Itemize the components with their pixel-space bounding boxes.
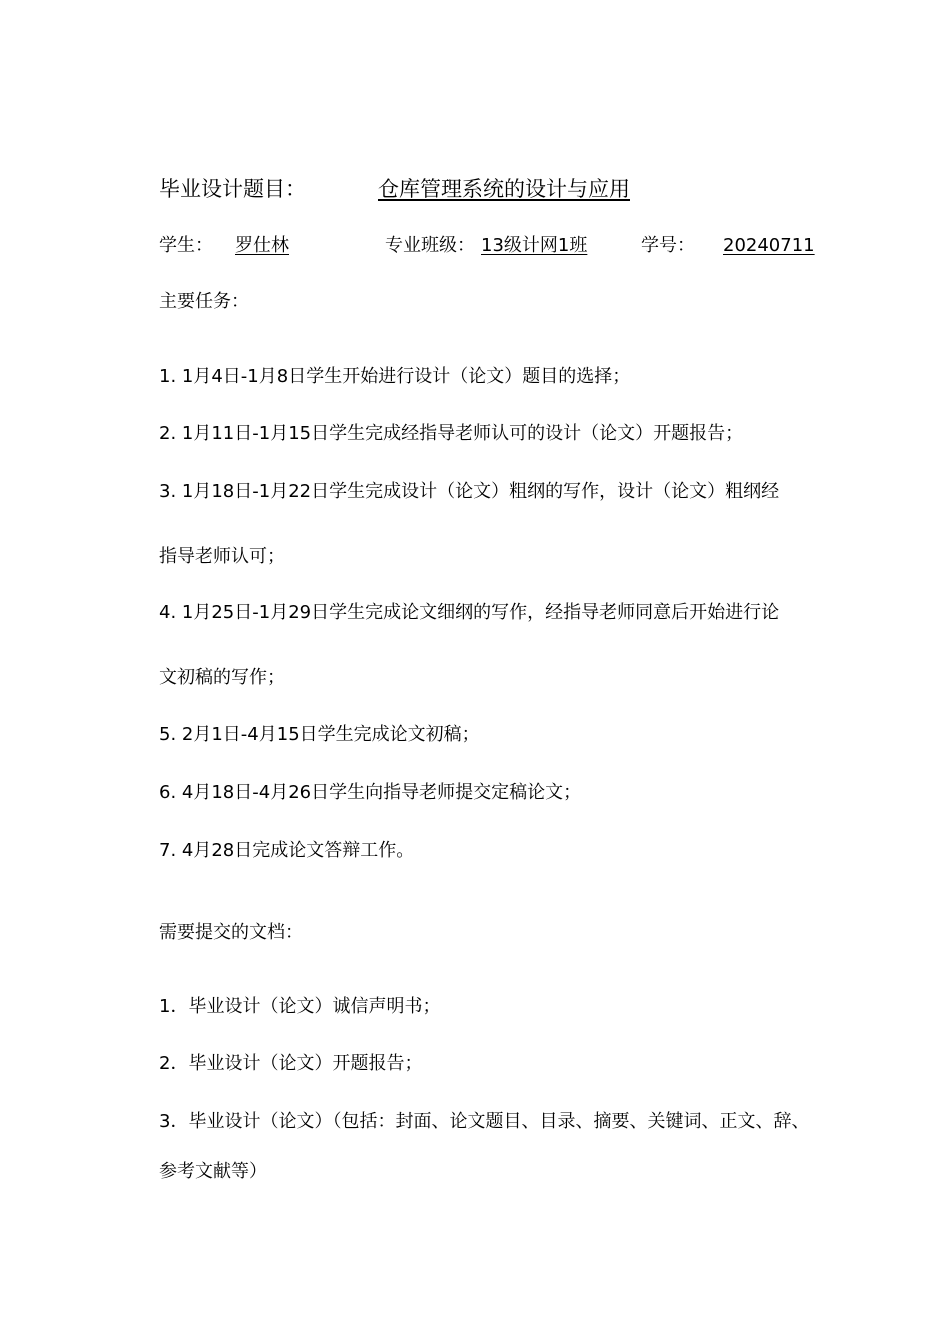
task-item: 1. 1月4日-1月8日学生开始进行设计（论文）题目的选择； — [159, 366, 631, 387]
student-id-field — [641, 234, 815, 258]
student-name: 罗仕林 — [235, 235, 289, 256]
student-id-label: 学号： — [641, 235, 695, 256]
student-field — [159, 234, 289, 258]
task-item: 7. 4月28日完成论文答辩工作。 — [159, 840, 415, 861]
task-item: 3. 1月18日-1月22日学生完成设计（论文）粗纲的写作，设计（论文）粗纲经 — [159, 481, 780, 502]
class-field — [385, 234, 587, 258]
student-id-value: 20240711 — [723, 235, 815, 256]
document-item: 3．毕业设计（论文）（包括：封面、论文题目、目录、摘要、关键词、正文、辞、 — [159, 1111, 810, 1132]
task-item: 4. 1月25日-1月29日学生完成论文细纲的写作，经指导老师同意后开始进行论 — [159, 602, 780, 623]
thesis-title-row — [159, 175, 630, 203]
task-item: 2. 1月11日-1月15日学生完成经指导老师认可的设计（论文）开题报告； — [159, 423, 744, 444]
document-item-continued: 参考文献等） — [159, 1161, 267, 1182]
task-item-continued: 指导老师认可； — [159, 546, 285, 567]
task-item-continued: 文初稿的写作； — [159, 667, 285, 688]
document-item: 1．毕业设计（论文）诚信声明书； — [159, 996, 441, 1017]
student-info-row — [159, 234, 859, 260]
document-item: 2．毕业设计（论文）开题报告； — [159, 1053, 423, 1074]
class-value: 13级计网1班 — [481, 235, 588, 256]
task-item: 5. 2月1日-4月15日学生完成论文初稿； — [159, 724, 480, 745]
documents-heading: 需要提交的文档： — [159, 922, 303, 943]
thesis-title-value: 仓库管理系统的设计与应用 — [378, 177, 630, 201]
class-label: 专业班级： — [385, 235, 475, 256]
task-item: 6. 4月18日-4月26日学生向指导老师提交定稿论文； — [159, 782, 582, 803]
tasks-heading: 主要任务： — [159, 291, 249, 312]
thesis-title-label: 毕业设计题目： — [159, 177, 306, 201]
student-label: 学生： — [159, 235, 213, 256]
